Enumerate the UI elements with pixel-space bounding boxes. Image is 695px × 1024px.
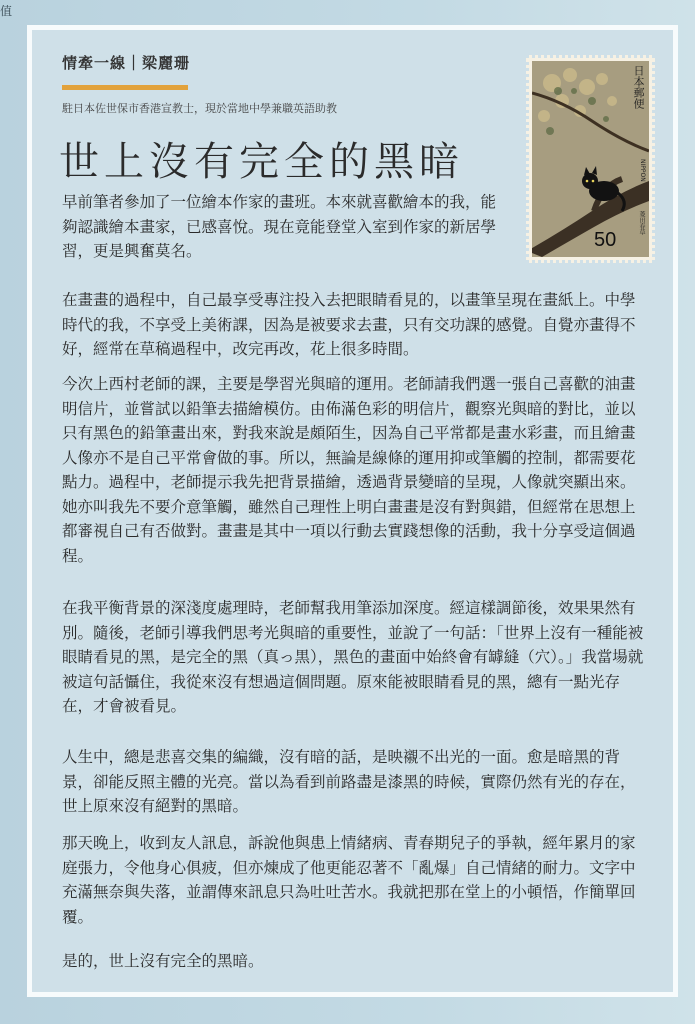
paragraph-6: 那天晚上，收到友人訊息，訴說他與患上情緒病、青春期兒子的爭執，經年累月的家庭張力，令他身心俱疲，但亦煉成了他更能忍著不「亂爆」自己情緒的耐力。文字中充滿無奈與失落，並謂傳來訊息只為吐吐苦水。我就把那在堂上的小頓悟，作簡單回覆。 bbox=[62, 834, 636, 926]
paragraph-4: 在我平衡背景的深淺度處理時，老師幫我用筆添加深度。經這樣調節後，效果果然有別。隨後，老師引導我們思考光與暗的重要性，並說了一句話：「世界上沒有一種能被眼睛看見的黑，是完全的黑（真っ黒），黑色的畫面中始終會有罅縫（穴）。」我當場就被這句話懾住，我從來沒有想過這個問題。原來能被眼睛看見的黑，總有一點光存在，才會被看見。 bbox=[62, 599, 644, 715]
column-title: 情牽一線｜梁麗珊 bbox=[62, 54, 191, 72]
title-underline bbox=[62, 85, 188, 90]
paragraph-1: 早前筆者參加了一位繪本作家的畫班。本來就喜歡繪本的我，能夠認識繪本畫家，已感喜悅。現在竟能登堂入室到作家的新居學習，更是興奮莫名。 bbox=[62, 193, 497, 260]
paragraph-2: 在畫畫的過程中，自己最享受專注投入去把眼睛看見的，以畫筆呈現在畫紙上。中學時代的我，不享受上美術課，因為是被要求去畫，只有交功課的感覺。自覺亦畫得不好，經常在草稿過程中，改完再改，花上很多時間。 bbox=[62, 291, 636, 358]
paragraph-7: 是的，世上沒有完全的黑暗。 bbox=[62, 952, 264, 970]
stamp-artist-text: 菱田春草 bbox=[638, 211, 645, 235]
headline: 世上沒有完全的黑暗 bbox=[59, 139, 464, 185]
postage-stamp bbox=[526, 55, 655, 263]
paragraph-5: 人生中，總是悲喜交集的編織，沒有暗的話，是映襯不出光的一面。愈是暗黑的背景，卻能反照主體的光亮。當以為看到前路盡是漆黑的時候，實際仍然有光的存在，世上原來沒有絕對的黑暗。 bbox=[62, 748, 636, 815]
stamp-artwork bbox=[532, 61, 649, 257]
stamp-nippon-text: NIPPON bbox=[639, 159, 646, 182]
stamp-value: 50 bbox=[594, 229, 617, 251]
paragraph-3: 今次上西村老師的課，主要是學習光與暗的運用。老師請我們選一張自己喜歡的油畫明信片，並嘗試以鉛筆去描繪模仿。由佈滿色彩的明信片，觀察光與暗的對比，並以只有黑色的鉛筆畫出來，對我來說是頗陌生，因為自己平常都是畫水彩畫，而且繪畫人像亦不是自己平常會做的事。所以，無論是線條的運用抑或筆觸的控制，都需要花點力。過程中，老師提示我先把背景描繪，透過背景變暗的呈現，人像就突顯出來。她亦叫我先不要介意筆觸，雖然自己理性上明白畫畫是沒有對與錯，但經常在思想上都審視自己有否做對。畫畫是其中一項以行動去實踐想像的活動，我十分享受這個過程。 bbox=[62, 375, 636, 565]
stamp-country-text: 日本郵便 bbox=[632, 65, 645, 109]
article-card bbox=[27, 25, 678, 997]
corner-text: 值 bbox=[0, 4, 13, 18]
author-note: 駐日本佐世保市香港宣教士，現於當地中學兼職英語助教 bbox=[62, 102, 337, 115]
